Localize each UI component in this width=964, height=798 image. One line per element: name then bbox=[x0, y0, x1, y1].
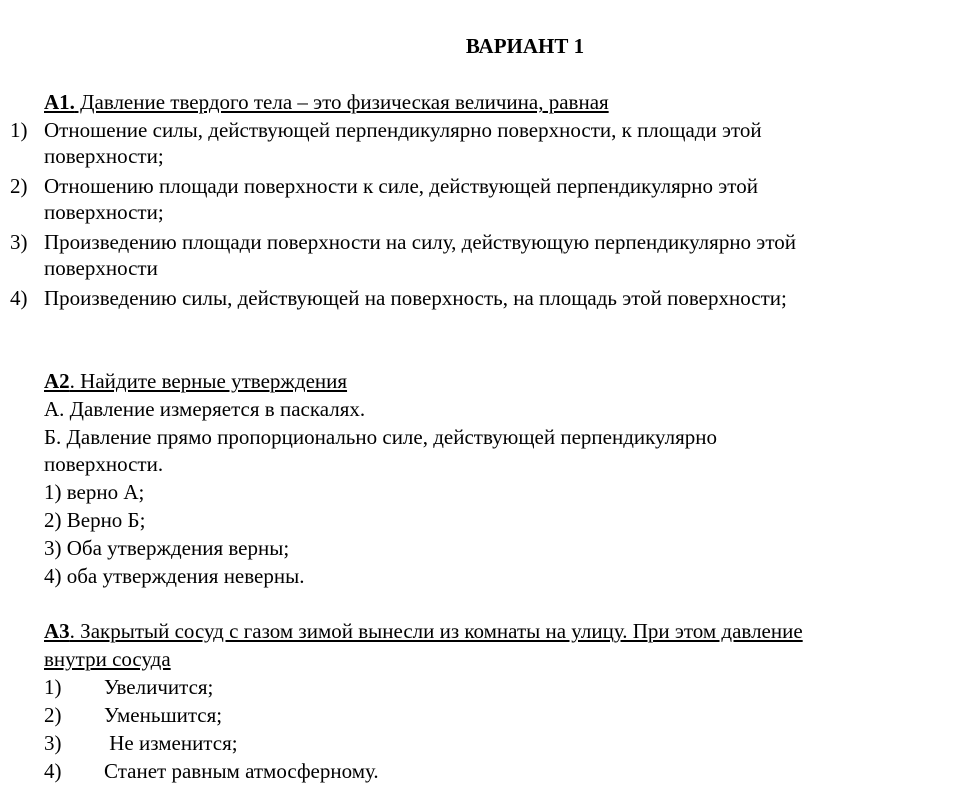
a3-option-3-num: 3) bbox=[44, 731, 62, 755]
a2-option-3: 3) Оба утверждения верны; bbox=[44, 536, 290, 560]
a1-option-1-line-1: Отношение силы, действующей перпендикулярно поверхности, к площади этой bbox=[44, 118, 762, 142]
a3-option-4-text: Станет равным атмосферному. bbox=[104, 759, 379, 783]
a2-option-2: 2) Верно Б; bbox=[44, 508, 146, 532]
a2-statement-a: А. Давление измеряется в паскалях. bbox=[44, 397, 366, 421]
a1-option-4-line-1: Произведению силы, действующей на поверхность, на площадь этой поверхности; bbox=[44, 286, 787, 310]
variant-title: ВАРИАНТ 1 bbox=[465, 34, 585, 58]
question-a1 bbox=[44, 89, 609, 115]
a1-option-1-line-2: поверхности; bbox=[44, 144, 164, 168]
a1-option-1-num: 1) bbox=[10, 118, 28, 142]
a1-option-3-line-2: поверхности bbox=[44, 256, 158, 280]
question-a3 bbox=[44, 618, 803, 644]
question-a3-label: А3 bbox=[44, 619, 70, 643]
question-a2-label: А2 bbox=[44, 369, 70, 393]
question-a1-label: А1. bbox=[44, 90, 75, 114]
a2-statement-b-line-2: поверхности. bbox=[44, 452, 164, 476]
question-a3-text-line-1: . Закрытый сосуд с газом зимой вынесли из комнаты на улицу. При этом давление bbox=[69, 619, 803, 643]
a2-statement-b-line-1: Б. Давление прямо пропорционально силе, действующей перпендикулярно bbox=[44, 425, 717, 449]
a3-option-3-text: Не изменится; bbox=[104, 731, 238, 755]
a3-option-1-text: Увеличится; bbox=[104, 675, 214, 699]
a3-option-2-text: Уменьшится; bbox=[104, 703, 223, 727]
a1-option-2-num: 2) bbox=[10, 174, 28, 198]
a1-option-3-num: 3) bbox=[10, 230, 28, 254]
a3-option-4-num: 4) bbox=[44, 759, 62, 783]
a1-option-4-num: 4) bbox=[10, 286, 28, 310]
a3-option-1-num: 1) bbox=[44, 675, 62, 699]
a3-option-2-num: 2) bbox=[44, 703, 62, 727]
question-a2-text: . Найдите верные утверждения bbox=[69, 369, 348, 393]
a1-option-3-line-1: Произведению площади поверхности на силу, действующую перпендикулярно этой bbox=[44, 230, 796, 254]
a1-option-2-line-1: Отношению площади поверхности к силе, действующей перпендикулярно этой bbox=[44, 174, 758, 198]
a2-option-1: 1) верно А; bbox=[44, 480, 145, 504]
a2-option-4: 4) оба утверждения неверны. bbox=[44, 564, 305, 588]
question-a1-text: Давление твердого тела – это физическая величина, равная bbox=[74, 90, 609, 114]
question-a3-text-line-2: внутри сосуда bbox=[44, 647, 171, 671]
question-a2 bbox=[44, 368, 347, 394]
a1-option-2-line-2: поверхности; bbox=[44, 200, 164, 224]
